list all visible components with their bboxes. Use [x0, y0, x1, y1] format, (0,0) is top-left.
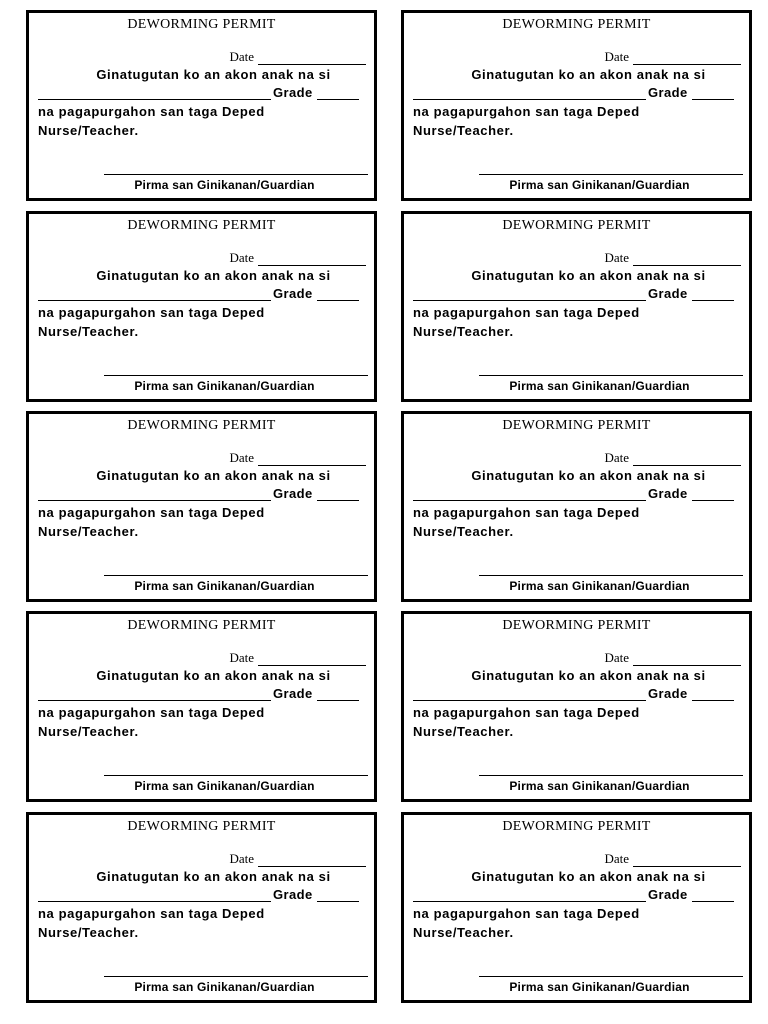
date-field [604, 250, 741, 266]
permit-card [401, 812, 752, 1003]
permit-title: DEWORMING PERMIT [502, 819, 651, 834]
name-grade-row [38, 887, 359, 902]
grade-blank[interactable] [317, 488, 359, 501]
permit-text-line: Nurse/Teacher. [413, 724, 514, 739]
child-name-blank[interactable] [413, 288, 646, 301]
child-name-blank[interactable] [38, 688, 271, 701]
permit-text-line: na pagapurgahon san taga Deped [38, 104, 265, 119]
consent-text: Ginatugutan ko an akon anak na si [471, 268, 706, 283]
signature-label: Pirma san Ginikanan/Guardian [134, 178, 315, 192]
grade-blank[interactable] [317, 87, 359, 100]
signature-blank[interactable] [104, 775, 368, 776]
consent-text: Ginatugutan ko an akon anak na si [96, 468, 331, 483]
permit-text-line: na pagapurgahon san taga Deped [413, 906, 640, 921]
permit-card [401, 611, 752, 802]
child-name-blank[interactable] [38, 87, 271, 100]
name-grade-row [38, 286, 359, 301]
grade-label: Grade [648, 486, 688, 501]
permit-text-line: na pagapurgahon san taga Deped [38, 705, 265, 720]
date-label: Date [229, 450, 254, 465]
date-blank[interactable] [258, 52, 366, 65]
permit-text-line: Nurse/Teacher. [38, 123, 139, 138]
grade-label: Grade [273, 887, 313, 902]
child-name-blank[interactable] [413, 488, 646, 501]
date-field [604, 450, 741, 466]
grade-blank[interactable] [317, 688, 359, 701]
child-name-blank[interactable] [413, 889, 646, 902]
signature-label: Pirma san Ginikanan/Guardian [134, 779, 315, 793]
consent-text: Ginatugutan ko an akon anak na si [96, 668, 331, 683]
consent-text: Ginatugutan ko an akon anak na si [471, 668, 706, 683]
name-grade-row [413, 85, 734, 100]
permit-text-line: na pagapurgahon san taga Deped [413, 305, 640, 320]
permit-title: DEWORMING PERMIT [502, 418, 651, 433]
name-grade-row [413, 486, 734, 501]
date-label: Date [229, 650, 254, 665]
permit-text-line: Nurse/Teacher. [413, 524, 514, 539]
signature-blank[interactable] [479, 375, 743, 376]
permit-card [26, 211, 377, 402]
consent-text: Ginatugutan ko an akon anak na si [471, 67, 706, 82]
date-label: Date [229, 851, 254, 866]
permit-text-line: Nurse/Teacher. [413, 925, 514, 940]
permit-text-line: Nurse/Teacher. [38, 324, 139, 339]
signature-label: Pirma san Ginikanan/Guardian [509, 980, 690, 994]
date-field [604, 851, 741, 867]
grade-label: Grade [648, 686, 688, 701]
child-name-blank[interactable] [38, 288, 271, 301]
permit-text-line: Nurse/Teacher. [413, 324, 514, 339]
permit-text-line: na pagapurgahon san taga Deped [413, 505, 640, 520]
signature-blank[interactable] [479, 976, 743, 977]
date-blank[interactable] [258, 854, 366, 867]
signature-blank[interactable] [479, 174, 743, 175]
date-label: Date [604, 450, 629, 465]
grade-label: Grade [273, 686, 313, 701]
grade-blank[interactable] [317, 288, 359, 301]
grade-blank[interactable] [692, 488, 734, 501]
signature-label: Pirma san Ginikanan/Guardian [509, 379, 690, 393]
permit-card [401, 211, 752, 402]
consent-text: Ginatugutan ko an akon anak na si [96, 67, 331, 82]
name-grade-row [413, 887, 734, 902]
signature-label: Pirma san Ginikanan/Guardian [509, 779, 690, 793]
date-blank[interactable] [633, 653, 741, 666]
permit-text-line: Nurse/Teacher. [413, 123, 514, 138]
name-grade-row [413, 286, 734, 301]
permit-title: DEWORMING PERMIT [127, 618, 276, 633]
signature-blank[interactable] [479, 775, 743, 776]
grade-blank[interactable] [317, 889, 359, 902]
permit-title: DEWORMING PERMIT [127, 819, 276, 834]
consent-text: Ginatugutan ko an akon anak na si [471, 468, 706, 483]
grade-label: Grade [648, 286, 688, 301]
signature-label: Pirma san Ginikanan/Guardian [509, 579, 690, 593]
signature-label: Pirma san Ginikanan/Guardian [134, 980, 315, 994]
signature-blank[interactable] [104, 174, 368, 175]
signature-blank[interactable] [479, 575, 743, 576]
date-field [229, 250, 366, 266]
child-name-blank[interactable] [413, 688, 646, 701]
signature-label: Pirma san Ginikanan/Guardian [134, 579, 315, 593]
date-field [229, 650, 366, 666]
date-blank[interactable] [633, 253, 741, 266]
date-label: Date [604, 250, 629, 265]
grade-label: Grade [273, 486, 313, 501]
grade-blank[interactable] [692, 889, 734, 902]
date-field [229, 450, 366, 466]
signature-blank[interactable] [104, 575, 368, 576]
consent-text: Ginatugutan ko an akon anak na si [471, 869, 706, 884]
grade-label: Grade [648, 85, 688, 100]
date-blank[interactable] [258, 253, 366, 266]
permit-card [401, 411, 752, 602]
date-field [604, 49, 741, 65]
child-name-blank[interactable] [38, 889, 271, 902]
permit-title: DEWORMING PERMIT [127, 418, 276, 433]
date-blank[interactable] [633, 854, 741, 867]
date-field [229, 851, 366, 867]
permit-text-line: Nurse/Teacher. [38, 524, 139, 539]
date-blank[interactable] [258, 653, 366, 666]
date-label: Date [604, 650, 629, 665]
permit-text-line: na pagapurgahon san taga Deped [38, 906, 265, 921]
date-blank[interactable] [633, 453, 741, 466]
name-grade-row [38, 686, 359, 701]
name-grade-row [38, 486, 359, 501]
name-grade-row [413, 686, 734, 701]
consent-text: Ginatugutan ko an akon anak na si [96, 869, 331, 884]
permit-text-line: na pagapurgahon san taga Deped [413, 705, 640, 720]
permit-card [26, 812, 377, 1003]
signature-label: Pirma san Ginikanan/Guardian [134, 379, 315, 393]
permit-card [26, 411, 377, 602]
date-field [229, 49, 366, 65]
permit-text-line: na pagapurgahon san taga Deped [38, 305, 265, 320]
date-label: Date [604, 49, 629, 64]
permit-title: DEWORMING PERMIT [502, 218, 651, 233]
date-label: Date [229, 250, 254, 265]
date-label: Date [604, 851, 629, 866]
grade-blank[interactable] [692, 688, 734, 701]
permit-title: DEWORMING PERMIT [127, 218, 276, 233]
permit-card [26, 611, 377, 802]
permit-card [26, 10, 377, 201]
permit-text-line: na pagapurgahon san taga Deped [38, 505, 265, 520]
permit-text-line: Nurse/Teacher. [38, 724, 139, 739]
grade-blank[interactable] [692, 87, 734, 100]
grade-label: Grade [648, 887, 688, 902]
date-label: Date [229, 49, 254, 64]
signature-blank[interactable] [104, 976, 368, 977]
date-blank[interactable] [258, 453, 366, 466]
permit-title: DEWORMING PERMIT [127, 17, 276, 32]
signature-label: Pirma san Ginikanan/Guardian [509, 178, 690, 192]
child-name-blank[interactable] [413, 87, 646, 100]
name-grade-row [38, 85, 359, 100]
permit-title: DEWORMING PERMIT [502, 618, 651, 633]
date-field [604, 650, 741, 666]
permit-text-line: Nurse/Teacher. [38, 925, 139, 940]
permit-title: DEWORMING PERMIT [502, 17, 651, 32]
grade-label: Grade [273, 85, 313, 100]
grade-blank[interactable] [692, 288, 734, 301]
permit-text-line: na pagapurgahon san taga Deped [413, 104, 640, 119]
signature-blank[interactable] [104, 375, 368, 376]
grade-label: Grade [273, 286, 313, 301]
consent-text: Ginatugutan ko an akon anak na si [96, 268, 331, 283]
permit-card [401, 10, 752, 201]
date-blank[interactable] [633, 52, 741, 65]
child-name-blank[interactable] [38, 488, 271, 501]
